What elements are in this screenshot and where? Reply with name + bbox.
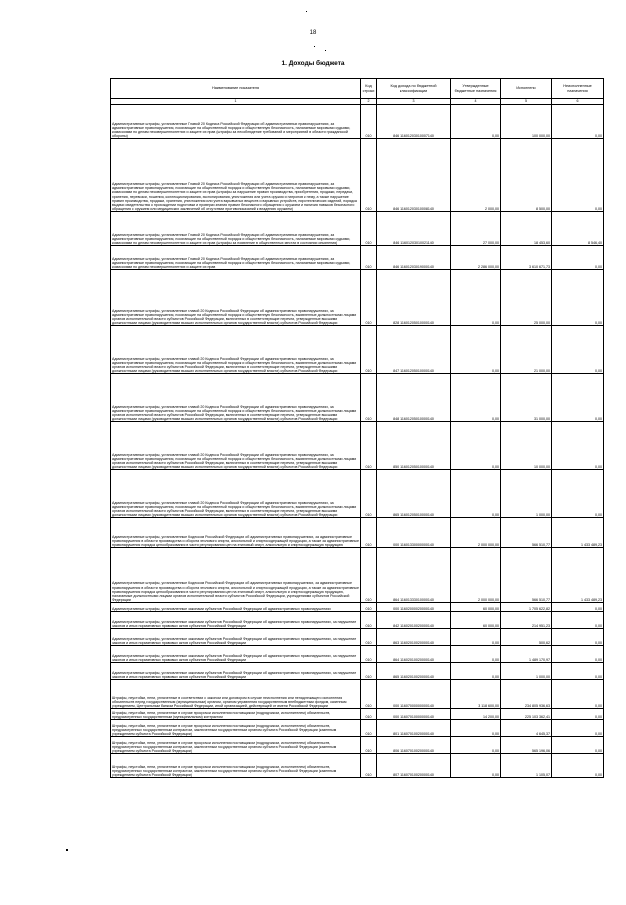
column-number: 6 — [552, 99, 604, 105]
row-line-code: 010 — [361, 374, 377, 422]
header-kbk: Код дохода по бюджетной классификации — [377, 79, 451, 99]
row-name: Административные штрафы, установленные главой 20 Кодекса Российской Федерации об административных правонарушениях, за административные правонарушения, посягающие на общественный порядок и общественную безопасность, выявленные должностными лицами органов исполнительной власти субъектов Российской Федерации, включенных в соответствующие перечни, утвержденные высшими должностными лицами (руководителями высших исполнительных органов государственной власти) субъектов Российской Федерации — [111, 270, 361, 326]
column-number: 2 — [361, 99, 377, 105]
row-executed: 566 510,77 — [501, 548, 552, 603]
row-executed: 10 000,00 — [501, 422, 552, 470]
row-kbk: 801 11607010020000140 — [377, 720, 451, 737]
row-unexecuted: 0,00 — [552, 603, 604, 612]
row-kbk: 863 11602010020000140 — [377, 629, 451, 646]
row-unexecuted: 0,00 — [552, 470, 604, 518]
row-executed: 3 610 671,73 — [501, 246, 552, 270]
row-unexecuted: 1 433 489,23 — [552, 518, 604, 548]
row-approved: 2 000 000,00 — [451, 518, 501, 548]
row-executed: 1 000,00 — [501, 663, 552, 680]
revenue-table — [110, 78, 604, 778]
header-approved: Утвержденные бюджетные назначения — [451, 79, 501, 99]
row-kbk: 865 11601205010000140 — [377, 470, 451, 518]
row-unexecuted: 0,00 — [552, 629, 604, 646]
row-kbk: 864 11601333010000140 — [377, 548, 451, 603]
row-executed: 500,62 — [501, 629, 552, 646]
row-executed: 4 645,37 — [501, 720, 552, 737]
row-line-code: 010 — [361, 326, 377, 374]
row-line-code: 010 — [361, 548, 377, 603]
row-executed: 21 000,00 — [501, 326, 552, 374]
row-unexecuted: 0,00 — [552, 326, 604, 374]
header-name: Наименование показателя — [111, 79, 361, 99]
scan-speck — [314, 46, 315, 47]
row-name: Административные штрафы, установленные Главой 20 Кодекса Российской Федерации об административных правонарушениях, за административные правонарушения, посягающие на общественный порядок и общественную безопасность, налагаемые мировыми судьями, комиссиями по делам несовершеннолетних и защите их прав (штрафы за появление в общественных местах в состоянии опьянения) — [111, 212, 361, 246]
row-kbk: 807 11607010020000140 — [377, 754, 451, 778]
row-name: Административные штрафы, установленные Кодексом Российской Федерации об административных правонарушениях, за административные правонарушения в области производства и оборота этилового спирта, алкогольной и спиртосодержащей продукции, а также за административные правонарушения порядка ценообразования в части регулирования цен на этиловый спирт, алкогольную и спиртосодержащую продукцию, налагаемые должностными лицами органов исполнительной власти субъектов Российской Федерации, учреждениями субъектов Российской Федерации — [111, 548, 361, 603]
row-kbk: 865 11602010020000140 — [377, 663, 451, 680]
header-unexecuted: Неисполненные назначения — [552, 79, 604, 99]
row-name: Административные штрафы, установленные законами субъектов Российской Федерации об административных правонарушениях, за нарушение законов и иных нормативных правовых актов субъектов Российской Федерации — [111, 663, 361, 680]
row-line-code: 010 — [361, 518, 377, 548]
table-row — [111, 518, 604, 548]
row-name: Административные штрафы, установленные главой 20 Кодекса Российской Федерации об административных правонарушениях, за административные правонарушения, посягающие на общественный порядок и общественную безопасность, выявленные должностными лицами органов исполнительной власти субъектов Российской Федерации, включенных в соответствующие перечни, утвержденные высшими должностными лицами (руководителями высших исполнительных органов государственной власти) субъектов Российской Федерации — [111, 326, 361, 374]
table-row — [111, 374, 604, 422]
row-approved: 27 000,00 — [451, 212, 501, 246]
column-number: 3 — [377, 99, 451, 105]
row-executed: 31 000,00 — [501, 374, 552, 422]
row-approved: 0,00 — [451, 422, 501, 470]
scan-speck — [66, 849, 68, 851]
row-name: Административные штрафы, установленные Главой 20 Кодекса Российской Федерации об административных правонарушениях, за административные правонарушения, посягающие на общественный порядок и общественную безопасность, налагаемые мировыми судьями, комиссиями по делам несовершеннолетних и защите их прав (штрафы за несоблюдение требований и мероприятий в области гражданской обороны) — [111, 105, 361, 139]
row-line-code: 010 — [361, 680, 377, 709]
row-kbk: 864 11602010020000140 — [377, 646, 451, 663]
row-line-code: 010 — [361, 422, 377, 470]
table-row — [111, 709, 604, 720]
table-row — [111, 720, 604, 737]
row-name: Административные штрафы, установленные законами субъектов Российской Федерации об административных правонарушениях — [111, 603, 361, 612]
row-approved: 0,00 — [451, 470, 501, 518]
table-row — [111, 212, 604, 246]
row-unexecuted: 0,00 — [552, 139, 604, 212]
row-unexecuted: 0,00 — [552, 246, 604, 270]
row-approved: 2 286 000,00 — [451, 246, 501, 270]
row-name: Штрафы, неустойки, пени, уплаченные в случае просрочки исполнения поставщиком (подрядчиком, исполнителем) обязательств, предусмотренных государственным (муниципальным) контрактом — [111, 709, 361, 720]
row-approved: 2 000,00 — [451, 139, 501, 212]
row-approved: 0,00 — [451, 646, 501, 663]
row-name: Административные штрафы, установленные законами субъектов Российской Федерации об административных правонарушениях, за нарушение законов и иных нормативных правовых актов субъектов Российской Федерации — [111, 629, 361, 646]
row-unexecuted: 0,00 — [552, 612, 604, 629]
row-approved: 0,00 — [451, 737, 501, 754]
header-executed: Исполнено — [501, 79, 552, 99]
row-executed: 100 000,00 — [501, 105, 552, 139]
table-row — [111, 139, 604, 212]
row-executed: 1 705 622,82 — [501, 603, 552, 612]
row-unexecuted: 0,00 — [552, 646, 604, 663]
row-executed: 1 489 170,97 — [501, 646, 552, 663]
row-executed: 1 000,00 — [501, 470, 552, 518]
row-line-code: 010 — [361, 212, 377, 246]
row-unexecuted: 0,00 — [552, 680, 604, 709]
table-row — [111, 629, 604, 646]
row-approved: 0,00 — [451, 629, 501, 646]
row-approved: 3 118 600,00 — [451, 680, 501, 709]
row-line-code: 010 — [361, 629, 377, 646]
row-line-code: 010 — [361, 646, 377, 663]
row-unexecuted: 0,00 — [552, 720, 604, 737]
row-kbk: 000 11602000020000140 — [377, 603, 451, 612]
table-row — [111, 422, 604, 470]
row-name: Административные штрафы, установленные главой 20 Кодекса Российской Федерации об административных правонарушениях, за административные правонарушения, посягающие на общественный порядок и общественную безопасность, выявленные должностными лицами органов исполнительной власти субъектов Российской Федерации, включенных в соответствующие перечни, утвержденные высшими должностными лицами (руководителями высших исполнительных органов государственной власти) субъектов Российской Федерации — [111, 470, 361, 518]
row-name: Административные штрафы, установленные главой 20 Кодекса Российской Федерации об административных правонарушениях, за административные правонарушения, посягающие на общественный порядок и общественную безопасность, выявленные должностными лицами органов исполнительной власти субъектов Российской Федерации, включенных в соответствующие перечни, утвержденные высшими должностными лицами (руководителями высших исполнительных органов государственной власти) субъектов Российской Федерации — [111, 374, 361, 422]
row-kbk: 842 11602010020000140 — [377, 612, 451, 629]
row-name: Административные штрафы, установленные главой 20 Кодекса Российской Федерации об административных правонарушениях, за административные правонарушения, посягающие на общественный порядок и общественную безопасность, выявленные должностными лицами органов исполнительной власти субъектов Российской Федерации, включенных в соответствующие перечни, утвержденные высшими должностными лицами (руководителями высших исполнительных органов государственной власти) субъектов Российской Федерации — [111, 422, 361, 470]
table-row — [111, 105, 604, 139]
row-kbk: 846 11601203010007140 — [377, 105, 451, 139]
row-kbk: 846 11601203019000140 — [377, 246, 451, 270]
row-name: Штрафы, неустойки, пени, уплаченные в случае просрочки исполнения поставщиком (подрядчиком, исполнителем) обязательств, предусмотренных государственным контрактом, заключенным государственным органом субъекта Российской Федерации (казенным учреждением субъекта Российской Федерации) — [111, 720, 361, 737]
row-kbk: 000 11607010000000140 — [377, 709, 451, 720]
row-line-code: 010 — [361, 612, 377, 629]
row-approved: 0,00 — [451, 754, 501, 778]
scan-speck — [325, 50, 326, 51]
table-row — [111, 470, 604, 518]
row-unexecuted: 0,00 — [552, 270, 604, 326]
column-number: 1 — [111, 99, 361, 105]
row-executed: 18 453,60 — [501, 212, 552, 246]
row-approved: 0,00 — [451, 663, 501, 680]
table-row — [111, 754, 604, 778]
row-kbk: 850 11601205010000140 — [377, 422, 451, 470]
table-row — [111, 612, 604, 629]
row-line-code: 010 — [361, 709, 377, 720]
row-executed: 566 510,77 — [501, 518, 552, 548]
header-line-code: Код строки — [361, 79, 377, 99]
row-approved: 0,00 — [451, 270, 501, 326]
column-number: 4 — [451, 99, 501, 105]
row-line-code: 010 — [361, 603, 377, 612]
row-kbk: 000 11601330000000140 — [377, 518, 451, 548]
table-row — [111, 603, 604, 612]
row-unexecuted: 1 433 489,23 — [552, 548, 604, 603]
row-approved: 14 200,00 — [451, 709, 501, 720]
row-line-code: 010 — [361, 754, 377, 778]
row-executed: 565 196,06 — [501, 737, 552, 754]
row-kbk: 846 11601203010021140 — [377, 212, 451, 246]
row-line-code: 010 — [361, 737, 377, 754]
column-number: 5 — [501, 99, 552, 105]
row-name: Административные штрафы, установленные законами субъектов Российской Федерации об административных правонарушениях, за нарушение законов и иных нормативных правовых актов субъектов Российской Федерации — [111, 612, 361, 629]
table-row — [111, 663, 604, 680]
row-unexecuted: 0,00 — [552, 663, 604, 680]
row-name: Административные штрафы, установленные Главой 20 Кодекса Российской Федерации об административных правонарушениях, за административные правонарушения, посягающие на общественный порядок и общественную безопасность, налагаемые мировыми судьями, комиссиями по делам несовершеннолетних и защите их прав — [111, 246, 361, 270]
row-kbk: 848 11601205010000140 — [377, 374, 451, 422]
row-line-code: 010 — [361, 470, 377, 518]
scan-speck — [306, 11, 307, 12]
row-executed: 25 000,00 — [501, 270, 552, 326]
row-kbk: 846 11601203010008140 — [377, 139, 451, 212]
row-approved: 0,00 — [451, 720, 501, 737]
row-kbk: 847 11601205010000140 — [377, 326, 451, 374]
row-kbk: 828 11601205010000140 — [377, 270, 451, 326]
row-executed: 234 805 936,63 — [501, 680, 552, 709]
row-approved: 2 000 000,00 — [451, 548, 501, 603]
row-kbk: 000 11607000000000140 — [377, 680, 451, 709]
row-name: Штрафы, неустойки, пени, уплаченные в случае просрочки исполнения поставщиком (подрядчиком, исполнителем) обязательств, предусмотренных государственным контрактом, заключенным государственным органом субъекта Российской Федерации (казенным учреждением субъекта Российской Федерации) — [111, 737, 361, 754]
row-line-code: 010 — [361, 139, 377, 212]
row-name: Штрафы, неустойки, пени, уплаченные в соответствии с законом или договором в случае неисполнения или ненадлежащего исполнения обязательств перед государственным (муниципальным) органом, органом управления государственным внебюджетным фондом, казенным учреждением, Центральным банком Российской Федерации, иной организацией, действующей от имени Российской Федерации — [111, 680, 361, 709]
row-unexecuted: 0,00 — [552, 374, 604, 422]
row-name: Штрафы, неустойки, пени, уплаченные в случае просрочки исполнения поставщиком (подрядчиком, исполнителем) обязательств, предусмотренных государственным контрактом, заключенным государственным органом субъекта Российской Федерации (казенным учреждением субъекта Российской Федерации) — [111, 754, 361, 778]
row-unexecuted: 0,00 — [552, 105, 604, 139]
table-row — [111, 246, 604, 270]
row-unexecuted: 0,00 — [552, 709, 604, 720]
row-approved: 0,00 — [451, 374, 501, 422]
row-executed: 214 951,23 — [501, 612, 552, 629]
row-executed: 1 105,07 — [501, 754, 552, 778]
row-line-code: 010 — [361, 720, 377, 737]
table-row — [111, 646, 604, 663]
page-number: 18 — [309, 30, 317, 36]
row-line-code: 010 — [361, 270, 377, 326]
table-header-row — [111, 79, 604, 99]
row-approved: 60 000,00 — [451, 603, 501, 612]
row-approved: 60 000,00 — [451, 612, 501, 629]
table-row — [111, 326, 604, 374]
table-row — [111, 737, 604, 754]
row-unexecuted: 0,00 — [552, 422, 604, 470]
row-name: Административные штрафы, установленные Главой 20 Кодекса Российской Федерации об административных правонарушениях, за административные правонарушения, посягающие на общественный порядок и общественную безопасность, налагаемые мировыми судьями, комиссиями по делам несовершеннолетних и защите их прав (штрафы за нарушение правил производства, приобретения, продажи, передачи, хранения, перевозки, ношения, коллекционирования, экспонирования, уничтожения или учета оружия и патронов к нему, а также нарушение правил производства, продажи, хранения, уничтожения или учета взрывчатых веществ и взрывных устройств, пиротехнических изделий, порядка выдачи свидетельства о прохождении подготовки и проверки знания правил безопасного обращения с оружием и наличия навыков безопасного обращения с оружием или медицинских заключений об отсутствии противопоказаний к владению оружием) — [111, 139, 361, 212]
section-title: 1. Доходы бюджета — [281, 60, 345, 67]
row-approved: 0,00 — [451, 326, 501, 374]
table-row — [111, 680, 604, 709]
table-row — [111, 270, 604, 326]
row-kbk: 806 11607010020000140 — [377, 737, 451, 754]
row-executed: 8 500,00 — [501, 139, 552, 212]
row-executed: 225 103 362,41 — [501, 709, 552, 720]
row-name: Административные штрафы, установленные законами субъектов Российской Федерации об административных правонарушениях, за нарушение законов и иных нормативных правовых актов субъектов Российской Федерации — [111, 646, 361, 663]
row-unexecuted: 0,00 — [552, 737, 604, 754]
row-unexecuted: 0,00 — [552, 754, 604, 778]
row-name: Административные штрафы, установленные Кодексом Российской Федерации об административных правонарушениях, за административные правонарушения в области производства и оборота этилового спирта, алкогольной и спиртосодержащей продукции, а также за административные правонарушения порядка ценообразования в части регулирования цен на этиловый спирт, алкогольную и спиртосодержащую продукцию — [111, 518, 361, 548]
row-approved: 0,00 — [451, 105, 501, 139]
row-unexecuted: 8 546,40 — [552, 212, 604, 246]
row-line-code: 010 — [361, 105, 377, 139]
row-line-code: 010 — [361, 246, 377, 270]
table-row — [111, 548, 604, 603]
row-line-code: 010 — [361, 663, 377, 680]
